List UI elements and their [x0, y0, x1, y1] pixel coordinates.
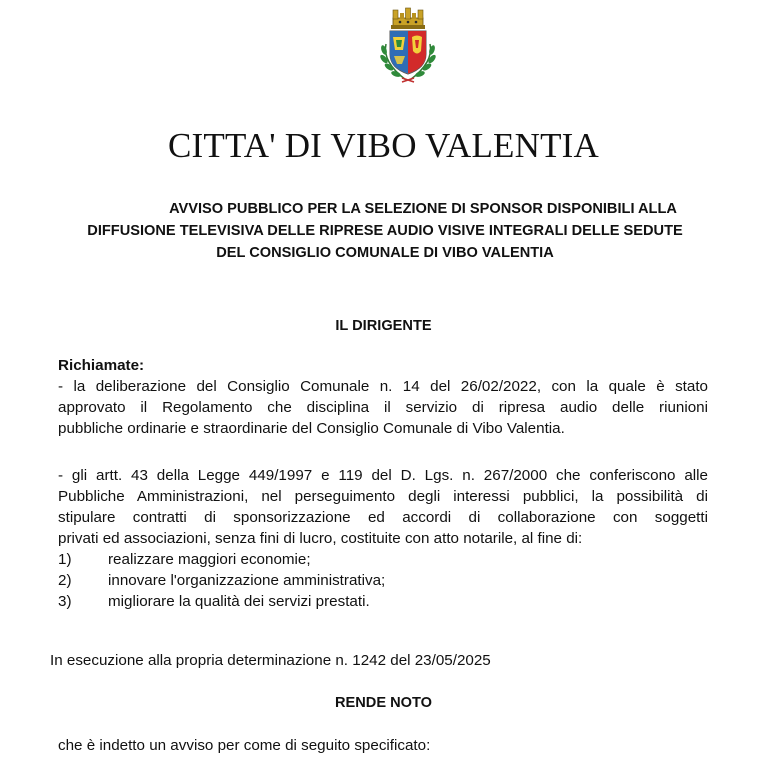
list-item: [58, 591, 708, 612]
shield-icon: [390, 31, 426, 74]
city-title: CITTA' DI VIBO VALENTIA: [168, 126, 599, 165]
rende-noto-heading: RENDE NOTO: [334, 695, 433, 711]
list-item-text: migliorare la qualità dei servizi prestati.: [108, 593, 370, 610]
list-item-number: 1): [58, 551, 72, 568]
list-item-text: realizzare maggiori economie;: [108, 551, 311, 568]
paragraph-line: pubbliche ordinarie e straordinarie del Consiglio Comunale di Vibo Valentia.: [58, 420, 565, 437]
paragraph-line: - la deliberazione del Consiglio Comunale n. 14 del 26/02/2022, con la quale è stato: [58, 378, 708, 395]
list-item: [58, 549, 708, 570]
notice-title-line: AVVISO PUBBLICO PER LA SELEZIONE DI SPONSOR DISPONIBILI ALLA: [169, 201, 677, 217]
paragraph-line: privati ed associazioni, senza fini di lucro, costituite con atto notarile, al fine di:: [58, 530, 583, 547]
crown-icon: [391, 8, 425, 29]
notice-title-line: DIFFUSIONE TELEVISIVA DELLE RIPRESE AUDIO VISIVE INTEGRALI DELLE SEDUTE: [87, 223, 683, 239]
dirigente-heading: IL DIRIGENTE: [335, 318, 432, 334]
list-item-number: 3): [58, 593, 72, 610]
list-item: [58, 570, 708, 591]
list-item-number: 2): [58, 572, 72, 589]
notice-title: [60, 198, 710, 264]
paragraph-line: Pubbliche Amministrazioni, nel perseguimento degli interessi pubblici, la possibilità di: [58, 488, 708, 505]
paragraph-line: approvato il Regolamento che disciplina il servizio di ripresa audio delle riunioni: [58, 399, 708, 416]
paragraph-line: - gli artt. 43 della Legge 449/1997 e 119 del D. Lgs. n. 267/2000 che conferiscono alle: [58, 467, 708, 484]
execution-line: In esecuzione alla propria determinazione n. 1242 del 23/05/2025: [50, 652, 491, 669]
final-line: che è indetto un avviso per come di seguito specificato:: [58, 737, 431, 754]
legal-basis-paragraph: [58, 465, 708, 612]
paragraph-line: stipulare contratti di sponsorizzazione ed accordi di collaborazione con soggetti: [58, 509, 708, 526]
list-item-text: innovare l'organizzazione amministrativa;: [108, 572, 386, 589]
richiamate-paragraph: [58, 355, 708, 439]
notice-title-line: DEL CONSIGLIO COMUNALE DI VIBO VALENTIA: [216, 245, 554, 261]
richiamate-label: Richiamate:: [58, 357, 145, 374]
city-crest-logo: [376, 4, 440, 84]
